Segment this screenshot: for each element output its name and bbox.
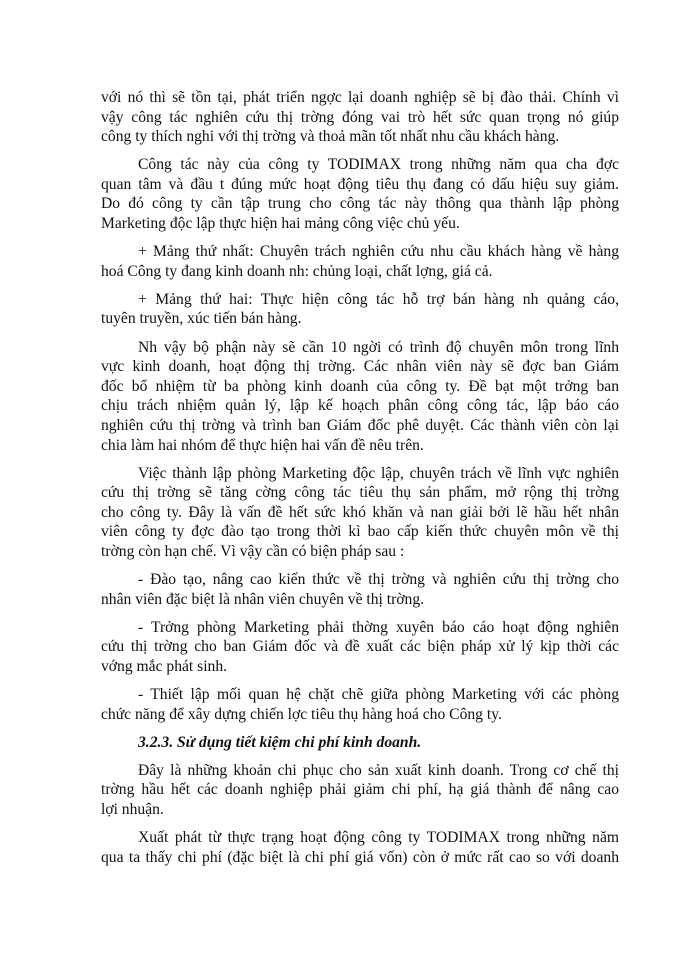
- text-line: Xuất phát từ thực trạng hoạt động công ty TODIMAX trong những năm: [138, 829, 619, 847]
- text-line: nhân viên đặc biệt là nhân viên chuyên về thị trờng.: [101, 590, 425, 608]
- text-line: nghiên cứu thị trờng và trình ban Giám đốc phê duyệt. Các thành viên còn lại: [101, 416, 619, 434]
- text-line: qua ta thấy chi phí (đặc biệt là chi phí giá vốn) còn ở mức rất cao so với doanh: [101, 848, 619, 866]
- paragraph: [101, 464, 619, 562]
- text-line: cứu thị trờng cho ban Giám đốc và đề xuất các biện pháp xử lý kịp thời các: [101, 638, 619, 656]
- text-line: Marketing độc lập thực hiện hai mảng công việc chủ yếu.: [101, 215, 460, 233]
- text-line: quan tâm và đầu t đúng mức hoạt động tiêu thụ đang có dấu hiệu suy giảm.: [101, 175, 619, 193]
- paragraph: [101, 828, 619, 867]
- text-line: viên công ty đợc đào tạo trong thời kì bao cấp kiến thức chuyên môn về thị: [101, 523, 619, 541]
- text-line: chức năng để xây dựng chiến lợc tiêu thụ hàng hoá cho Công ty.: [101, 705, 502, 723]
- text-line: trờng còn hạn chế. Vì vậy cần có biện pháp sau :: [101, 542, 405, 560]
- text-line: + Mảng thứ hai: Thực hiện công tác hỗ trợ bán hàng nh quảng cáo,: [138, 290, 619, 308]
- text-line: hoá Công ty đang kinh doanh nh: chủng loại, chất lợng, giá cả.: [101, 262, 493, 280]
- text-line: Nh vậy bộ phận này sẽ cần 10 ngời có trình độ chuyên môn trong lĩnh: [138, 338, 619, 356]
- paragraph: [101, 338, 619, 456]
- text-line: - Đào tạo, nâng cao kiến thức về thị trờng và nghiên cứu thị trờng cho: [138, 571, 619, 589]
- text-line: đốc bổ nhiệm từ ba phòng kinh doanh của công ty. Đề bạt một trởng ban: [101, 377, 619, 395]
- text-line: trờng hầu hết các doanh nghiệp phải giảm chi phí, hạ giá thành để nâng cao: [101, 781, 619, 799]
- text-line: lợi nhuận.: [101, 801, 164, 818]
- text-line: với nó thì sẽ tồn tại, phát triển ngợc lại doanh nghiệp sẽ bị đào thải. Chính vì: [101, 89, 619, 106]
- paragraph: [101, 618, 619, 677]
- text-line: Đây là những khoản chi phục cho sản xuất kinh doanh. Trong cơ chế thị: [138, 761, 619, 779]
- paragraph: [101, 570, 619, 609]
- paragraph: [101, 242, 619, 281]
- text-line: vậy công tác nghiên cứu thị trờng đóng vai trò hết sức quan trọng nó giúp: [101, 108, 619, 126]
- text-line: - Trởng phòng Marketing phải thờng xuyên báo cáo hoạt động nghiên: [138, 618, 619, 636]
- text-line: Công tác này của công ty TODIMAX trong những năm qua cha đợc: [138, 156, 619, 174]
- text-line: vực kinh doanh, hoạt động thị trờng. Các nhân viên này sẽ đợc ban Giám: [101, 358, 619, 376]
- section-heading: [101, 733, 619, 753]
- text-line: cho công ty. Đây là vấn đề hết sức khó khăn và nan giải bởi lẽ hầu hết nhân: [101, 503, 619, 521]
- document-page: [101, 88, 619, 876]
- paragraph: [101, 88, 619, 147]
- text-line: Việc thành lập phòng Marketing độc lập, chuyên trách về lĩnh vực nghiên: [138, 464, 619, 482]
- paragraph: [101, 155, 619, 233]
- text-line: cứu thị trờng sẽ tăng cờng công tác tiêu thụ sản phẩm, mở rộng thị trờng: [101, 484, 619, 502]
- text-line: + Mảng thứ nhất: Chuyên trách nghiên cứu nhu cầu khách hàng về hàng: [138, 243, 619, 261]
- text-line: chịu trách nhiệm quản lý, lập kế hoạch phân công công tác, lập báo cáo: [101, 397, 619, 415]
- paragraph: [101, 761, 619, 820]
- text-line: chia làm hai nhóm để thực hiện hai vấn đề nêu trên.: [101, 436, 424, 454]
- paragraph: [101, 685, 619, 724]
- text-line: công ty thích nghi với thị trờng và thoả mãn tốt nhất nhu cầu khách hàng.: [101, 128, 560, 146]
- text-line: vớng mắc phát sinh.: [101, 657, 228, 675]
- heading-text: 3.2.3. Sử dụng tiết kiệm chi phí kinh doanh.: [138, 733, 422, 751]
- text-line: tuyên truyền, xúc tiến bán hàng.: [101, 310, 302, 328]
- paragraph: [101, 290, 619, 329]
- text-line: - Thiết lập mối quan hệ chặt chẽ giữa phòng Marketing với các phòng: [138, 686, 619, 704]
- text-line: Do đó công ty cần tập trung cho công tác này thông qua thành lập phòng: [101, 195, 619, 213]
